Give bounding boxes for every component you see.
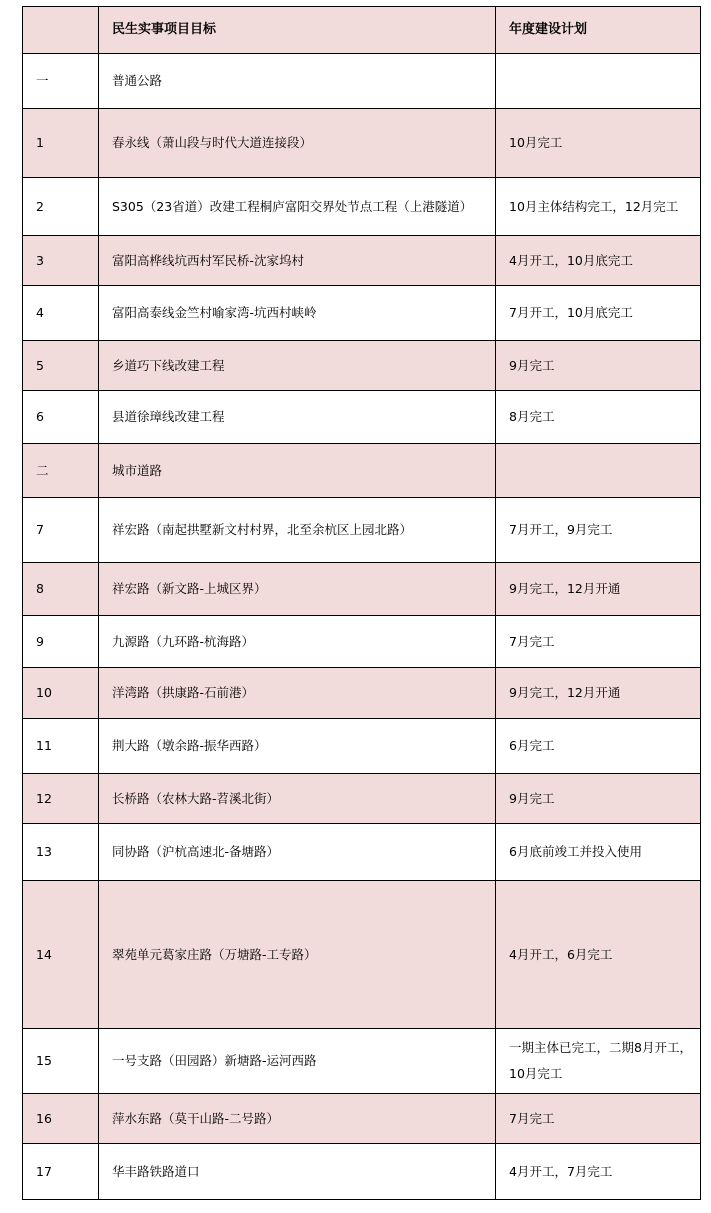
schedule-cell: 4月开工，6月完工 xyxy=(496,881,701,1029)
row-index-cell: 1 xyxy=(23,109,99,178)
project-name-cell: 长桥路（农林大路-苕溪北街） xyxy=(99,774,496,824)
header-annual-plan-cell: 年度建设计划 xyxy=(496,7,701,54)
header-row xyxy=(23,7,701,54)
schedule-cell: 10月主体结构完工，12月完工 xyxy=(496,178,701,236)
schedule-cell: 9月完工，12月开通 xyxy=(496,668,701,719)
table-row-8 xyxy=(23,563,701,616)
row-index-cell: 一 xyxy=(23,54,99,109)
schedule-cell: 6月完工 xyxy=(496,719,701,774)
table-row-5 xyxy=(23,341,701,391)
table-row-4 xyxy=(23,286,701,341)
table-row-15 xyxy=(23,1029,701,1094)
schedule-cell: 9月完工 xyxy=(496,341,701,391)
schedule-cell: 4月开工，10月底完工 xyxy=(496,236,701,286)
project-name-cell: 祥宏路（新文路-上城区界） xyxy=(99,563,496,616)
row-index-cell: 8 xyxy=(23,563,99,616)
schedule-cell: 7月完工 xyxy=(496,1094,701,1144)
project-name-cell: 九源路（九环路-杭海路） xyxy=(99,616,496,668)
row-index-cell: 6 xyxy=(23,391,99,444)
project-name-cell: 华丰路铁路道口 xyxy=(99,1144,496,1200)
table-row-1 xyxy=(23,109,701,178)
project-name-cell: 富阳高桦线坑西村军民桥-沈家坞村 xyxy=(99,236,496,286)
schedule-cell: 8月完工 xyxy=(496,391,701,444)
row-index-cell: 15 xyxy=(23,1029,99,1094)
project-name-cell: 普通公路 xyxy=(99,54,496,109)
table-row-13 xyxy=(23,824,701,881)
schedule-cell xyxy=(496,54,701,109)
schedule-cell: 7月开工，9月完工 xyxy=(496,498,701,563)
table-row-10 xyxy=(23,668,701,719)
schedule-cell: 6月底前竣工并投入使用 xyxy=(496,824,701,881)
project-name-cell: 同协路（沪杭高速北-备塘路） xyxy=(99,824,496,881)
project-name-cell: 一号支路（田园路）新塘路-运河西路 xyxy=(99,1029,496,1094)
row-index-cell: 10 xyxy=(23,668,99,719)
project-name-cell: 翠苑单元葛家庄路（万塘路-工专路） xyxy=(99,881,496,1029)
row-index-cell: 17 xyxy=(23,1144,99,1200)
table-row-6 xyxy=(23,391,701,444)
schedule-cell: 9月完工 xyxy=(496,774,701,824)
project-name-cell: 洋湾路（拱康路-石前港） xyxy=(99,668,496,719)
row-index-cell: 5 xyxy=(23,341,99,391)
row-index-cell: 2 xyxy=(23,178,99,236)
row-index-cell: 14 xyxy=(23,881,99,1029)
schedule-cell: 10月完工 xyxy=(496,109,701,178)
row-index-cell: 4 xyxy=(23,286,99,341)
table-row-section-2 xyxy=(23,444,701,498)
table-row-12 xyxy=(23,774,701,824)
table-row-2 xyxy=(23,178,701,236)
row-index-cell: 13 xyxy=(23,824,99,881)
row-index-cell: 11 xyxy=(23,719,99,774)
project-name-cell: 县道徐璋线改建工程 xyxy=(99,391,496,444)
table-row-9 xyxy=(23,616,701,668)
schedule-cell: 9月完工，12月开通 xyxy=(496,563,701,616)
row-index-cell: 3 xyxy=(23,236,99,286)
row-index-cell: 12 xyxy=(23,774,99,824)
schedule-cell: 7月开工，10月底完工 xyxy=(496,286,701,341)
project-name-cell: 祥宏路（南起拱墅新文村村界，北至余杭区上园北路） xyxy=(99,498,496,563)
livelihood-projects-table xyxy=(22,6,701,1200)
project-name-cell: S305（23省道）改建工程桐庐富阳交界处节点工程（上港隧道） xyxy=(99,178,496,236)
schedule-cell: 7月完工 xyxy=(496,616,701,668)
table-row-section-1 xyxy=(23,54,701,109)
project-name-cell: 春永线（萧山段与时代大道连接段） xyxy=(99,109,496,178)
table-row-16 xyxy=(23,1094,701,1144)
row-index-cell: 16 xyxy=(23,1094,99,1144)
project-name-cell: 城市道路 xyxy=(99,444,496,498)
header-number-cell xyxy=(23,7,99,54)
schedule-cell: 一期主体已完工，二期8月开工，10月完工 xyxy=(496,1029,701,1094)
schedule-cell: 4月开工，7月完工 xyxy=(496,1144,701,1200)
table-row-11 xyxy=(23,719,701,774)
table-row-3 xyxy=(23,236,701,286)
project-name-cell: 萍水东路（莫干山路-二号路） xyxy=(99,1094,496,1144)
table-row-14 xyxy=(23,881,701,1029)
project-name-cell: 乡道巧下线改建工程 xyxy=(99,341,496,391)
row-index-cell: 二 xyxy=(23,444,99,498)
header-project-goal-cell: 民生实事项目目标 xyxy=(99,7,496,54)
row-index-cell: 7 xyxy=(23,498,99,563)
schedule-cell xyxy=(496,444,701,498)
table-row-17 xyxy=(23,1144,701,1200)
project-name-cell: 荆大路（墩余路-振华西路） xyxy=(99,719,496,774)
row-index-cell: 9 xyxy=(23,616,99,668)
project-name-cell: 富阳高泰线金竺村喻家湾-坑西村峡岭 xyxy=(99,286,496,341)
table-row-7 xyxy=(23,498,701,563)
